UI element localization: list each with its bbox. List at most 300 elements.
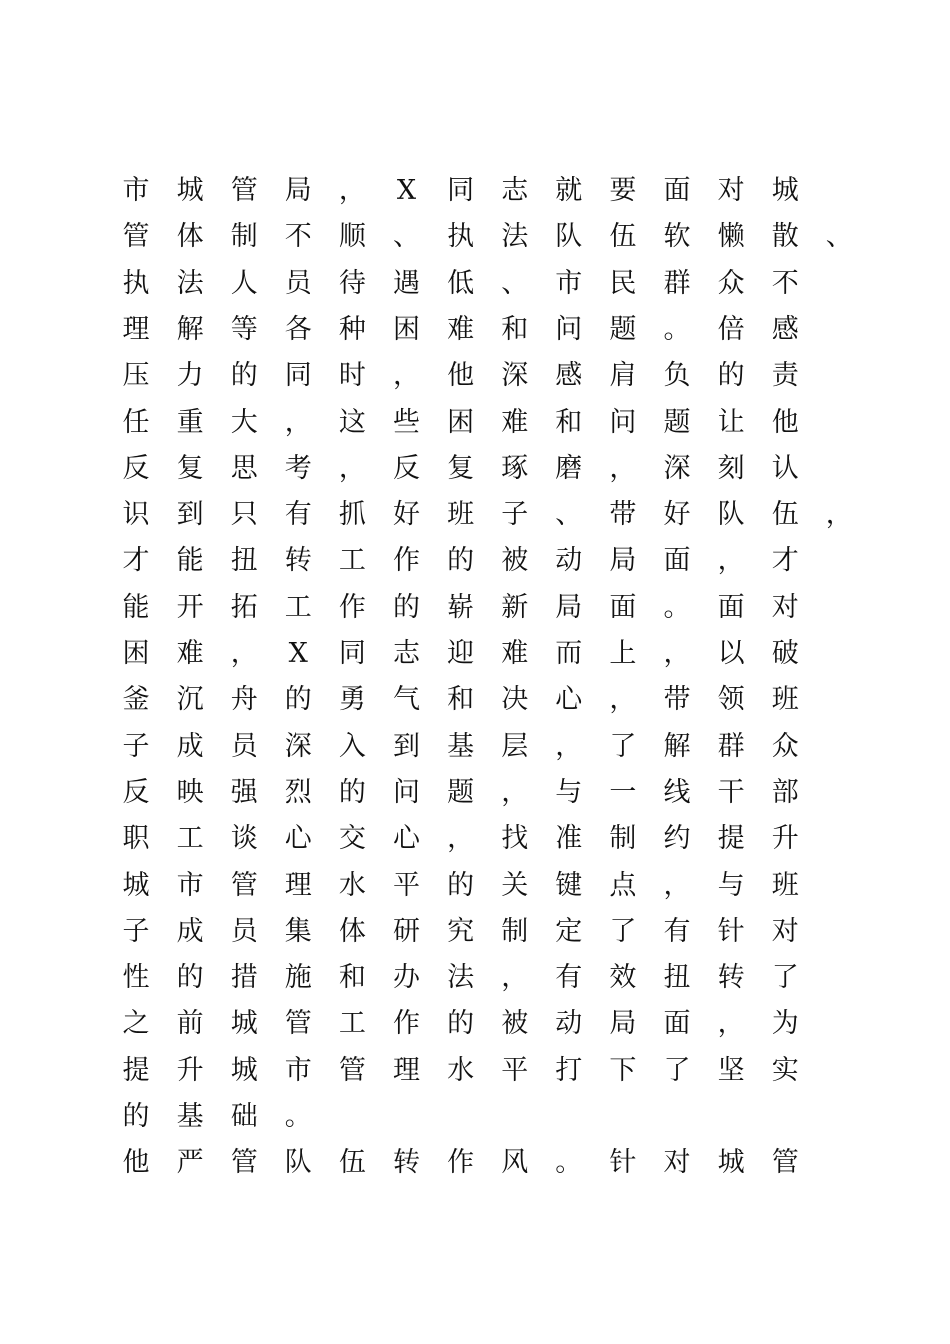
- text-char: 映: [176, 776, 204, 808]
- text-char: ，: [663, 638, 691, 669]
- text-char: 心: [284, 823, 312, 855]
- text-line: [0, 677, 950, 723]
- text-char: 、: [501, 267, 529, 299]
- text-char: 同: [284, 360, 312, 392]
- text-char: 有: [663, 915, 691, 947]
- text-char: 被: [501, 545, 529, 577]
- text-char: 难: [501, 406, 529, 438]
- text-char: ，: [447, 823, 475, 855]
- text-char: 的: [176, 962, 204, 994]
- text-line: [0, 909, 950, 955]
- text-char: 坚: [717, 1054, 745, 1086]
- text-char: 基: [447, 730, 475, 762]
- text-char: 转: [393, 1147, 420, 1179]
- text-char: ，: [609, 684, 637, 716]
- text-char: 同: [338, 638, 366, 669]
- text-char: 。: [555, 1147, 583, 1179]
- text-char: 、: [825, 221, 853, 253]
- text-char: 城: [230, 1008, 258, 1040]
- text-char: 问: [555, 313, 583, 345]
- text-char: 任: [122, 406, 150, 438]
- text-char: 水: [338, 869, 366, 901]
- text-line: [0, 585, 950, 631]
- text-char: 关: [501, 869, 529, 901]
- text-char: 懒: [717, 221, 745, 253]
- text-char: 工: [338, 545, 366, 577]
- text-char: 水: [447, 1054, 475, 1086]
- text-char: 负: [663, 360, 691, 392]
- text-char: 面: [663, 175, 691, 206]
- text-char: 感: [555, 360, 583, 392]
- text-char: 面: [663, 1008, 691, 1040]
- text-char: 众: [771, 730, 799, 762]
- text-char: 心: [555, 684, 583, 716]
- text-line: [0, 538, 950, 584]
- text-char: ，: [338, 175, 366, 206]
- text-char: 题: [609, 313, 637, 345]
- text-char: 市: [176, 869, 204, 901]
- text-char: 压: [122, 360, 150, 392]
- text-char: 一: [609, 776, 637, 808]
- text-char: 风: [501, 1147, 529, 1179]
- text-char: 的: [284, 684, 312, 716]
- text-char: ，: [717, 545, 745, 577]
- text-char: 作: [393, 545, 420, 577]
- text-char: 平: [393, 869, 420, 901]
- text-char: 困: [122, 638, 150, 669]
- text-char: 城: [176, 175, 204, 206]
- text-char: 性: [122, 962, 150, 994]
- text-char: 点: [609, 869, 637, 901]
- text-char: 困: [447, 406, 475, 438]
- text-char: 种: [338, 313, 366, 345]
- text-line: [0, 631, 950, 677]
- text-char: 决: [501, 684, 529, 716]
- text-char: 子: [501, 499, 529, 531]
- text-char: 层: [501, 730, 529, 762]
- text-char: 局: [555, 591, 583, 623]
- text-char: 下: [609, 1054, 637, 1086]
- text-char: 反: [393, 452, 420, 484]
- text-char: 员: [230, 730, 258, 762]
- text-line: [0, 863, 950, 909]
- text-char: 上: [609, 638, 637, 669]
- text-char: 勇: [338, 684, 366, 716]
- text-char: 局: [609, 1008, 637, 1040]
- text-char: 管: [230, 175, 258, 206]
- text-char: 沉: [176, 684, 204, 716]
- text-char: 定: [555, 915, 583, 947]
- text-char: 员: [284, 267, 312, 299]
- text-char: 职: [122, 823, 150, 855]
- text-char: 局: [609, 545, 637, 577]
- text-char: 市: [555, 267, 583, 299]
- text-char: 才: [122, 545, 150, 577]
- text-line: [0, 214, 950, 260]
- text-char: 、: [393, 221, 420, 253]
- text-char: 和: [338, 962, 366, 994]
- text-line: [0, 168, 950, 214]
- text-char: 升: [771, 823, 799, 855]
- text-char: 反: [122, 776, 150, 808]
- text-char: ，: [393, 360, 420, 392]
- text-char: 琢: [501, 452, 529, 484]
- text-char: 工: [176, 823, 204, 855]
- text-char: 市: [122, 175, 150, 206]
- text-char: 的: [230, 360, 258, 392]
- text-char: 和: [447, 684, 475, 716]
- text-char: 民: [609, 267, 637, 299]
- text-char: 法: [447, 962, 475, 994]
- text-line: [0, 770, 950, 816]
- text-char: 问: [393, 776, 420, 808]
- text-char: 伍: [771, 499, 799, 531]
- text-char: 队: [717, 499, 745, 531]
- text-char: 管: [771, 1147, 799, 1179]
- text-char: 被: [501, 1008, 529, 1040]
- text-char: 班: [771, 869, 799, 901]
- text-char: 深: [663, 452, 691, 484]
- text-char: 的: [338, 776, 366, 808]
- text-char: 只: [230, 499, 258, 531]
- text-char: 动: [555, 1008, 583, 1040]
- text-char: 舟: [230, 684, 258, 716]
- text-char: 前: [176, 1008, 204, 1040]
- text-char: 约: [663, 823, 691, 855]
- text-char: 扭: [663, 962, 691, 994]
- text-char: 迎: [447, 638, 475, 669]
- text-char: 伍: [338, 1147, 366, 1179]
- text-char: 众: [717, 267, 745, 299]
- text-char: ，: [501, 776, 529, 808]
- text-char: 市: [284, 1054, 312, 1086]
- text-char: 线: [663, 776, 691, 808]
- text-char: 复: [176, 452, 204, 484]
- text-char: 困: [393, 313, 420, 345]
- text-line: [0, 492, 950, 538]
- text-char: 班: [771, 684, 799, 716]
- text-char: ，: [230, 638, 258, 669]
- text-char: 等: [230, 313, 258, 345]
- text-char: 交: [338, 823, 366, 855]
- text-char: 到: [176, 499, 204, 531]
- text-char: 平: [501, 1054, 529, 1086]
- text-line: [0, 353, 950, 399]
- text-char: 力: [176, 360, 204, 392]
- text-char: ，: [501, 962, 529, 994]
- text-char: 入: [338, 730, 366, 762]
- text-char: 找: [501, 823, 529, 855]
- text-char: 而: [555, 638, 583, 669]
- text-char: 刻: [717, 452, 745, 484]
- text-char: 、: [555, 499, 583, 531]
- text-char: 有: [284, 499, 312, 531]
- text-char: 了: [771, 962, 799, 994]
- text-char: 打: [555, 1054, 583, 1086]
- text-char: 面: [609, 591, 637, 623]
- text-char: 磨: [555, 452, 583, 484]
- text-char: 理: [284, 869, 312, 901]
- text-char: 釜: [122, 684, 150, 716]
- text-char: 不: [284, 221, 312, 253]
- text-char: 同: [447, 175, 475, 206]
- text-char: 问: [609, 406, 637, 438]
- text-char: 部: [771, 776, 799, 808]
- text-char: 对: [717, 175, 745, 206]
- text-char: 干: [717, 776, 745, 808]
- text-char: 对: [771, 915, 799, 947]
- text-line: [0, 1094, 950, 1140]
- text-char: 成: [176, 915, 204, 947]
- text-char: 和: [501, 313, 529, 345]
- text-line: [0, 261, 950, 307]
- text-char: 思: [230, 452, 258, 484]
- text-char: 不: [771, 267, 799, 299]
- text-char: 要: [609, 175, 637, 206]
- text-char: 他: [771, 406, 799, 438]
- text-char: 烈: [284, 776, 312, 808]
- text-char: 针: [609, 1147, 637, 1179]
- text-char: 让: [717, 406, 745, 438]
- text-char: 解: [663, 730, 691, 762]
- text-line: [0, 400, 950, 446]
- text-char: 理: [393, 1054, 420, 1086]
- text-char: 就: [555, 175, 583, 206]
- text-char: ，: [663, 869, 691, 901]
- text-char: 作: [338, 591, 366, 623]
- text-char: 研: [393, 915, 420, 947]
- text-char: 强: [230, 776, 258, 808]
- text-char: 谈: [230, 823, 258, 855]
- text-char: 难: [501, 638, 529, 669]
- text-char: 他: [122, 1147, 150, 1179]
- text-char: 转: [284, 545, 312, 577]
- text-char: 究: [447, 915, 475, 947]
- text-char: 和: [555, 406, 583, 438]
- text-char: 城: [122, 869, 150, 901]
- text-char: 反: [122, 452, 150, 484]
- text-char: 对: [771, 591, 799, 623]
- text-char: 子: [122, 730, 150, 762]
- text-char: 新: [501, 591, 529, 623]
- text-char: 队: [284, 1147, 312, 1179]
- text-char: 人: [230, 267, 258, 299]
- text-char: 扭: [230, 545, 258, 577]
- text-char: 深: [284, 730, 312, 762]
- text-char: 动: [555, 545, 583, 577]
- text-char: 责: [771, 360, 799, 392]
- text-char: 对: [663, 1147, 691, 1179]
- text-char: 城: [230, 1054, 258, 1086]
- text-char: 气: [393, 684, 420, 716]
- text-char: ，: [717, 1008, 745, 1040]
- text-char: 理: [122, 313, 150, 345]
- text-char: 软: [663, 221, 691, 253]
- text-char: 题: [447, 776, 475, 808]
- text-char: 低: [447, 267, 475, 299]
- text-char: 制: [230, 221, 258, 253]
- text-line: [0, 307, 950, 353]
- text-char: 法: [176, 267, 204, 299]
- text-char: 。: [284, 1101, 312, 1132]
- text-char: 带: [663, 684, 691, 716]
- text-char: 提: [717, 823, 745, 855]
- text-char: 。: [663, 591, 691, 623]
- text-char: 升: [176, 1054, 204, 1086]
- text-char: 键: [555, 869, 583, 901]
- text-char: 重: [176, 406, 204, 438]
- text-char: ，: [284, 406, 312, 438]
- text-char: 与: [717, 869, 745, 901]
- text-char: 解: [176, 313, 204, 345]
- text-char: 制: [501, 915, 529, 947]
- text-char: 作: [393, 1008, 420, 1040]
- text-char: 施: [284, 962, 312, 994]
- text-char: 的: [447, 545, 475, 577]
- text-line: [0, 816, 950, 862]
- text-char: 集: [284, 915, 312, 947]
- text-char: 子: [122, 915, 150, 947]
- text-char: 难: [447, 313, 475, 345]
- text-line: [0, 724, 950, 770]
- text-char: 待: [338, 267, 366, 299]
- text-char: 有: [555, 962, 583, 994]
- text-char: ，: [825, 499, 853, 531]
- text-line: [0, 446, 950, 492]
- text-char: 到: [393, 730, 420, 762]
- text-char: 了: [609, 915, 637, 947]
- text-char: 能: [122, 591, 150, 623]
- text-char: 肩: [609, 360, 637, 392]
- text-char: 崭: [447, 591, 475, 623]
- text-char: 识: [122, 499, 150, 531]
- text-char: 志: [393, 638, 420, 669]
- text-char: 为: [771, 1008, 799, 1040]
- text-char: 各: [284, 313, 312, 345]
- text-char: 了: [609, 730, 637, 762]
- text-char: 复: [447, 452, 475, 484]
- text-char: 严: [176, 1147, 204, 1179]
- text-char: 的: [717, 360, 745, 392]
- text-char: 这: [338, 406, 366, 438]
- text-char: 些: [393, 406, 420, 438]
- text-char: 面: [663, 545, 691, 577]
- text-char: 作: [447, 1147, 475, 1179]
- text-char: 大: [230, 406, 258, 438]
- text-char: 管: [230, 1147, 258, 1179]
- text-char: 好: [663, 499, 691, 531]
- text-line: [0, 1048, 950, 1094]
- text-char: 群: [717, 730, 745, 762]
- text-char: 城: [771, 175, 799, 206]
- text-line: [0, 1140, 950, 1186]
- text-char: 队: [555, 221, 583, 253]
- text-char: 之: [122, 1008, 150, 1040]
- text-char: ，: [609, 452, 637, 484]
- text-char: 顺: [338, 221, 366, 253]
- text-char: X: [288, 638, 308, 669]
- text-char: 抓: [338, 499, 366, 531]
- text-char: 基: [176, 1101, 204, 1132]
- text-char: 实: [771, 1054, 799, 1086]
- text-char: 城: [717, 1147, 745, 1179]
- text-char: 面: [717, 591, 745, 623]
- text-char: 准: [555, 823, 583, 855]
- text-char: 的: [122, 1101, 150, 1132]
- text-char: 破: [771, 638, 799, 669]
- text-char: 题: [663, 406, 691, 438]
- text-char: 成: [176, 730, 204, 762]
- text-char: 散: [771, 221, 799, 253]
- text-char: 以: [717, 638, 745, 669]
- text-char: 法: [501, 221, 529, 253]
- text-char: 的: [447, 1008, 475, 1040]
- text-char: 效: [609, 962, 637, 994]
- text-char: 执: [447, 221, 475, 253]
- text-char: 础: [230, 1101, 258, 1132]
- text-char: 针: [717, 915, 745, 947]
- text-char: 班: [447, 499, 475, 531]
- text-char: 带: [609, 499, 637, 531]
- text-char: ，: [338, 452, 366, 484]
- text-char: 管: [338, 1054, 366, 1086]
- text-char: 管: [122, 221, 150, 253]
- text-char: 倍: [717, 313, 745, 345]
- text-char: 与: [555, 776, 583, 808]
- text-char: 员: [230, 915, 258, 947]
- text-char: 遇: [393, 267, 420, 299]
- text-char: 好: [393, 499, 420, 531]
- text-char: 的: [393, 591, 420, 623]
- text-char: 了: [663, 1054, 691, 1086]
- text-char: 工: [284, 591, 312, 623]
- text-char: 的: [447, 869, 475, 901]
- text-char: 提: [122, 1054, 150, 1086]
- text-char: 执: [122, 267, 150, 299]
- text-char: 考: [284, 452, 312, 484]
- text-char: 开: [176, 591, 204, 623]
- text-char: 工: [338, 1008, 366, 1040]
- text-char: 措: [230, 962, 258, 994]
- text-char: 领: [717, 684, 745, 716]
- text-char: 局: [284, 175, 312, 206]
- text-char: 伍: [609, 221, 637, 253]
- text-char: 转: [717, 962, 745, 994]
- text-char: 难: [176, 638, 204, 669]
- text-char: 他: [447, 360, 475, 392]
- text-char: 志: [501, 175, 529, 206]
- text-char: X: [396, 175, 417, 206]
- text-char: 管: [284, 1008, 312, 1040]
- text-char: 办: [393, 962, 420, 994]
- text-char: 能: [176, 545, 204, 577]
- text-char: 制: [609, 823, 637, 855]
- text-char: 体: [176, 221, 204, 253]
- text-char: 才: [771, 545, 799, 577]
- text-char: 心: [393, 823, 420, 855]
- text-line: [0, 955, 950, 1001]
- text-char: 管: [230, 869, 258, 901]
- text-char: 拓: [230, 591, 258, 623]
- text-char: 时: [338, 360, 366, 392]
- text-char: 感: [771, 313, 799, 345]
- text-char: ，: [555, 730, 583, 762]
- text-char: 认: [771, 452, 799, 484]
- text-char: 深: [501, 360, 529, 392]
- text-char: 群: [663, 267, 691, 299]
- text-line: [0, 1001, 950, 1047]
- text-char: 。: [663, 313, 691, 345]
